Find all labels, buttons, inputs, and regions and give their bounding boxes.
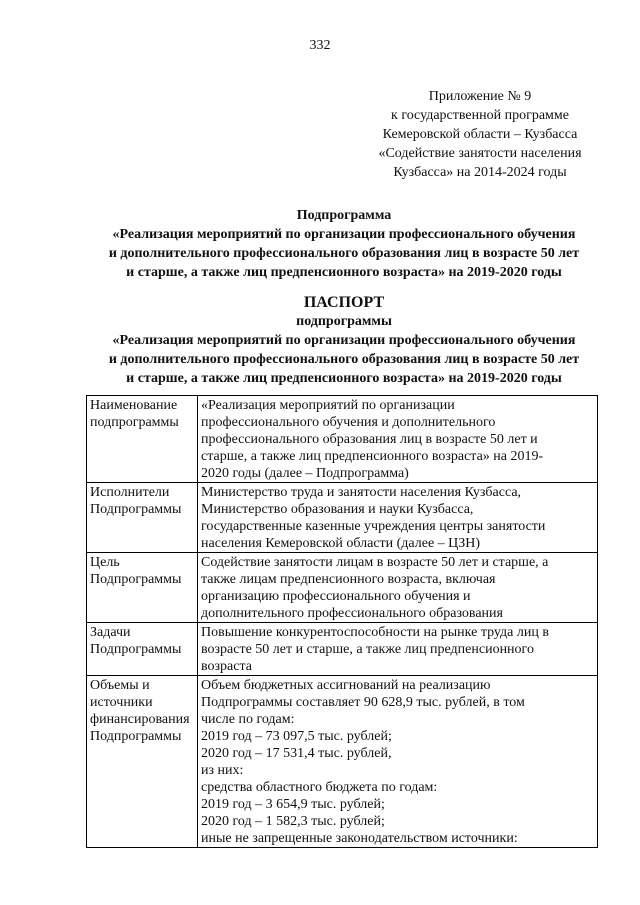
label-line: подпрограммы <box>90 415 179 430</box>
row-label <box>87 483 198 553</box>
value-line: Содействие занятости лицам в возрасте 50 лет и старше, а <box>201 555 549 570</box>
passport-line: подпрограммы <box>296 314 392 329</box>
row-label <box>87 396 198 483</box>
subprogram-line: и дополнительного профессионального образования лиц в возрасте 50 лет <box>108 246 580 261</box>
table-row <box>87 553 598 623</box>
value-line: «Реализация мероприятий по организации <box>201 398 455 413</box>
value-line: 2020 год – 1 582,3 тыс. рублей; <box>201 814 385 829</box>
subprogram-line: и старше, а также лиц предпенсионного возраста» на 2019-2020 годы <box>126 265 562 280</box>
label-line: Цель <box>90 555 120 570</box>
table-row <box>87 396 598 483</box>
value-line: государственные казенные учреждения центры занятости <box>201 519 546 534</box>
row-value <box>198 553 598 623</box>
value-line: иные не запрещенные законодательством источники: <box>201 831 518 846</box>
appendix-line: Кузбасса» на 2014-2024 годы <box>393 165 567 180</box>
appendix-line: к государственной программе <box>391 108 569 123</box>
value-line: Объем бюджетных ассигнований на реализацию <box>201 678 491 693</box>
appendix-note <box>330 87 630 182</box>
label-line: Наименование <box>90 398 178 413</box>
value-line: населения Кемеровской области (далее – ЦЗН) <box>201 536 481 551</box>
appendix-line: Приложение № 9 <box>428 89 532 104</box>
label-line: Объемы и <box>90 678 150 693</box>
value-line: организацию профессионального обучения и <box>201 589 471 604</box>
label-line: Исполнители <box>90 485 170 500</box>
label-line: Задачи <box>90 625 131 640</box>
value-line: возрасте 50 лет и старше, а также лиц предпенсионного <box>201 642 534 657</box>
row-label <box>87 676 198 848</box>
row-value <box>198 676 598 848</box>
value-line: профессионального обучения и дополнительного <box>201 415 496 430</box>
value-line: Повышение конкурентоспособности на рынке труда лиц в <box>201 625 549 640</box>
passport-table <box>86 395 598 848</box>
table-row <box>87 676 598 848</box>
label-line: Подпрограммы <box>90 729 182 744</box>
value-line: 2020 год – 17 531,4 тыс. рублей, <box>201 746 392 761</box>
row-value <box>198 623 598 676</box>
passport-heading <box>70 293 618 388</box>
label-line: Подпрограммы <box>90 572 182 587</box>
row-label <box>87 623 198 676</box>
value-line: Министерство труда и занятости населения Кузбасса, <box>201 485 522 500</box>
row-value <box>198 396 598 483</box>
appendix-line: Кемеровской области – Кузбасса <box>382 127 578 142</box>
subprogram-line: «Реализация мероприятий по организации профессионального обучения <box>112 227 576 242</box>
table-row <box>87 623 598 676</box>
row-label <box>87 553 198 623</box>
value-line: 2019 год – 3 654,9 тыс. рублей; <box>201 797 385 812</box>
appendix-line: «Содействие занятости населения <box>378 146 582 161</box>
value-line: 2020 годы (далее – Подпрограмма) <box>201 466 409 481</box>
page-number: 332 <box>309 38 331 53</box>
value-line: средства областного бюджета по годам: <box>201 780 438 795</box>
value-line: дополнительного профессионального образования <box>201 606 503 621</box>
passport-title: ПАСПОРТ <box>303 294 385 311</box>
value-line: также лицам предпенсионного возраста, включая <box>201 572 496 587</box>
value-line: числе по годам: <box>201 712 295 727</box>
value-line: профессионального образования лиц в возрасте 50 лет и <box>201 432 538 447</box>
value-line: старше, а также лиц предпенсионного возраста» на 2019- <box>201 449 544 464</box>
value-line: 2019 год – 73 097,5 тыс. рублей; <box>201 729 392 744</box>
label-line: источники <box>90 695 153 710</box>
value-line: Подпрограммы составляет 90 628,9 тыс. рублей, в том <box>201 695 525 710</box>
label-line: Подпрограммы <box>90 642 182 657</box>
row-value <box>198 483 598 553</box>
passport-line: и старше, а также лиц предпенсионного возраста» на 2019-2020 годы <box>126 371 562 386</box>
passport-line: и дополнительного профессионального образования лиц в возрасте 50 лет <box>108 352 580 367</box>
subprogram-heading <box>70 206 618 282</box>
subprogram-title: Подпрограмма <box>296 208 392 223</box>
label-line: Подпрограммы <box>90 502 182 517</box>
value-line: возраста <box>201 659 252 674</box>
passport-line: «Реализация мероприятий по организации профессионального обучения <box>112 333 576 348</box>
value-line: из них: <box>201 763 244 778</box>
value-line: Министерство образования и науки Кузбасса, <box>201 502 474 517</box>
label-line: финансирования <box>90 712 190 727</box>
table-row <box>87 483 598 553</box>
